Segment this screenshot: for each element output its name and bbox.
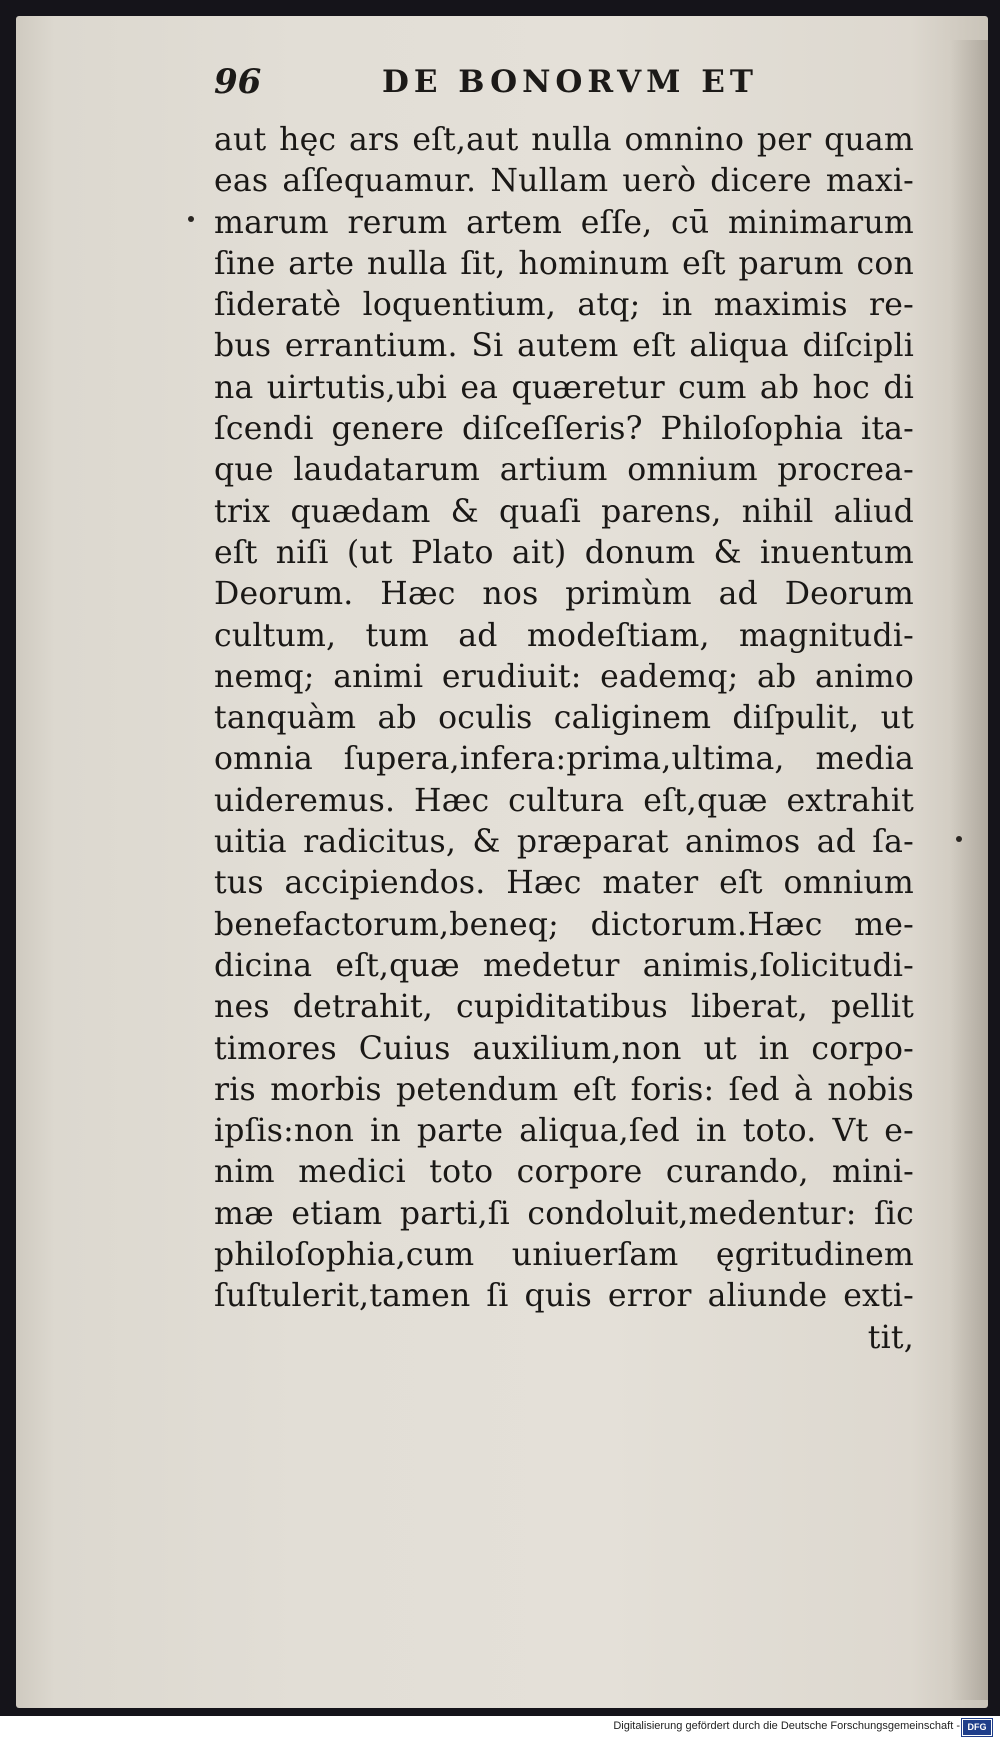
text-line: tus accipiendos. Hæc mater eſt omnium — [214, 865, 914, 902]
text-line: eas aſſequamur. Nullam uerò dicere maxi- — [214, 163, 914, 200]
catchword: tit, — [867, 1319, 914, 1356]
margin-mark — [188, 216, 194, 222]
text-line: philoſophia,cum uniuerſam ęgritudinem — [214, 1237, 914, 1274]
text-line: bus errantium. Si autem eſt aliqua diſcipli — [214, 328, 914, 365]
text-line: ſine arte nulla ſit, hominum eſt parum con — [214, 245, 914, 282]
text-line: tanquàm ab oculis caliginem diſpulit, ut — [214, 700, 914, 737]
text-line: nemq; animi erudiuit: eademq; ab animo — [214, 658, 914, 695]
margin-mark — [956, 836, 962, 842]
text-line: ſcendi genere diſceſſeris? Philoſophia ita- — [214, 411, 914, 448]
running-head — [214, 58, 914, 114]
text-line: que laudatarum artium omnium procrea- — [214, 452, 914, 489]
text-line: ipſis:non in parte aliqua,ſed in toto. Vt e- — [214, 1113, 914, 1150]
text-line: na uirtutis,ubi ea quæretur cum ab hoc di — [214, 369, 914, 406]
text-line: aut hęc ars eſt,aut nulla omnino per quam — [214, 122, 914, 158]
body-text — [214, 120, 914, 1359]
text-line: timores Cuius auxilium,non ut in corpo- — [214, 1030, 914, 1067]
text-line: Deorum. Hæc nos primùm ad Deorum — [214, 576, 914, 613]
running-title: DE BONORVM ET — [382, 64, 758, 100]
text-line: ſuſtulerit,tamen ſi quis error aliunde exti- — [214, 1278, 914, 1315]
funding-credit: Digitalisierung gefördert durch die Deutsche Forschungsgemeinschaft - — [613, 1720, 960, 1732]
text-line: omnia ſupera,infera:prima,ultima, media — [214, 741, 914, 778]
text-line: benefactorum,beneq; dictorum.Hæc me- — [214, 906, 914, 943]
text-line: uideremus. Hæc cultura eſt,quæ extrahit — [214, 782, 914, 819]
page-number: 96 — [214, 62, 262, 102]
dfg-logo: DFG — [962, 1719, 992, 1736]
text-line: ris morbis petendum eſt foris: ſed à nobis — [214, 1071, 914, 1108]
text-line: uitia radicitus, & præparat animos ad ſa- — [214, 824, 914, 861]
text-line: mæ etiam parti,ſi condoluit,medentur: ſic — [214, 1195, 914, 1232]
text-line: marum rerum artem eſſe, cū minimarum — [214, 204, 914, 241]
text-line: eſt niſi (ut Plato ait) donum & inuentum — [214, 534, 914, 571]
text-line: nim medici toto corpore curando, mini- — [214, 1154, 914, 1191]
text-line: trix quædam & quaſi parens, nihil aliud — [214, 493, 914, 530]
digitization-footer — [0, 1716, 1000, 1740]
page-edge-shadow — [950, 40, 988, 1700]
text-line: ſideratè loquentium, atq; in maximis re- — [214, 287, 914, 324]
text-line: dicina eſt,quæ medetur animis,ſolicitudi- — [214, 947, 914, 984]
text-line: nes detrahit, cupiditatibus liberat, pellit — [214, 989, 914, 1026]
text-line: cultum, tum ad modeſtiam, magnitudi- — [214, 617, 914, 654]
